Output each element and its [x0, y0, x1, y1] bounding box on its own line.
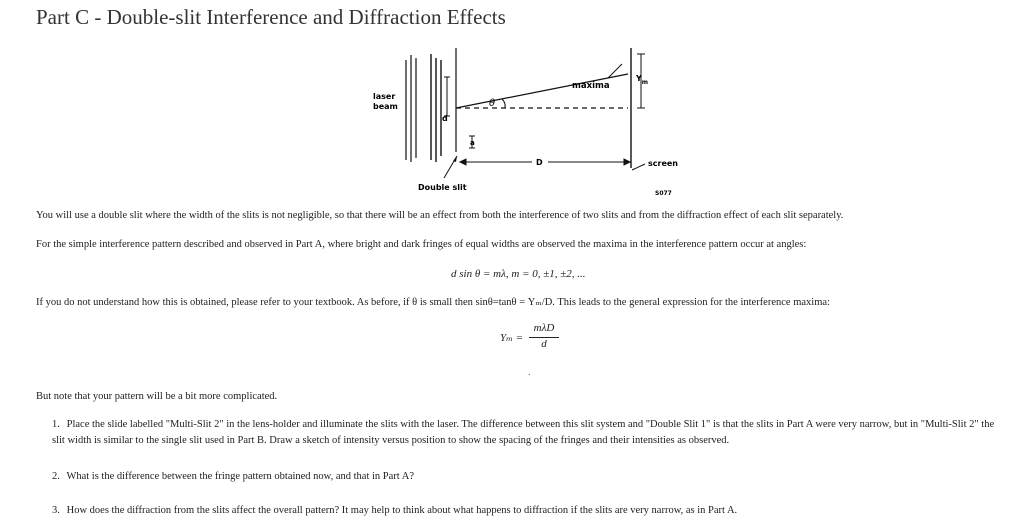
question-2 — [52, 469, 414, 485]
question-3-text: How does the diffraction from the slits affect the overall pattern? It may help to think about what happens to diffraction if the slits are very narrow, as in Part A. — [66, 505, 738, 516]
laser-label: laser — [373, 92, 396, 101]
a-label: a — [470, 139, 475, 147]
intro-paragraph: You will use a double slit where the width of the slits is not negligible, so that there will be an effect from both the interference of two slits and from the diffraction effect of each slit separately. — [36, 210, 844, 221]
equation-maxima-condition: d sin θ = mλ, m = 0, ±1, ±2, ... — [451, 268, 586, 280]
screen-pointer — [632, 164, 645, 170]
question-1-text: Place the slide labelled "Multi-Slit 2" in the lens-holder and illuminate the slits with the laser. The difference between this slit system and "Double Slit 1" is that the slits in Part A were very narrow, but in "Multi-Slit 2" the slit width is similar to the single slit used in Part B. Draw a sketch of intensity versus position to show the spacing of the fringes and their intensities as observed. — [52, 419, 995, 446]
question-1 — [52, 417, 997, 449]
question-2-number: 2. — [52, 471, 60, 482]
stray-dot: . — [528, 367, 531, 378]
page-title: Part C - Double-slit Interference and Diffraction Effects — [36, 5, 506, 29]
theta-label: θ — [489, 98, 496, 109]
simple-pattern-paragraph: For the simple interference pattern described and observed in Part A, where bright and dark fringes of equal widths are observed the maxima in the interference pattern occur at angles: — [36, 239, 807, 250]
d-label: d — [442, 114, 448, 123]
D-label: D — [536, 158, 543, 167]
question-1-number: 1. — [52, 419, 60, 430]
equation-ym-denominator: d — [541, 338, 547, 350]
double-slit-diagram — [360, 44, 680, 202]
slit-separation-marker — [444, 77, 450, 116]
question-2-text: What is the difference between the fringe pattern obtained now, and that in Part A? — [66, 471, 414, 482]
figure-id: S077 — [655, 190, 672, 197]
theta-arc — [502, 99, 505, 108]
double-slit-label: Double slit — [418, 183, 467, 192]
question-3 — [52, 503, 737, 519]
equation-ym-lhs: Yₘ = — [500, 332, 524, 344]
equation-ym-numerator: mλD — [533, 322, 555, 334]
maxima-label: maxima — [572, 81, 610, 91]
distance-D-marker — [460, 159, 630, 165]
ray-to-maxima — [456, 74, 628, 108]
screen-label: screen — [648, 159, 678, 168]
complicated-note-paragraph: But note that your pattern will be a bit more complicated. — [36, 391, 278, 402]
textbook-note-paragraph: If you do not understand how this is obtained, please refer to your textbook. As before, if θ is small then sinθ=tanθ = Yₘ/D. This leads to the general expression for the interference maxima: — [36, 297, 830, 308]
beam-label: beam — [373, 102, 398, 111]
slit-barrier — [431, 54, 441, 162]
ym-label: $Y_m$ — [636, 74, 649, 86]
laser-beam-lines — [406, 55, 416, 162]
question-3-number: 3. — [52, 505, 60, 516]
